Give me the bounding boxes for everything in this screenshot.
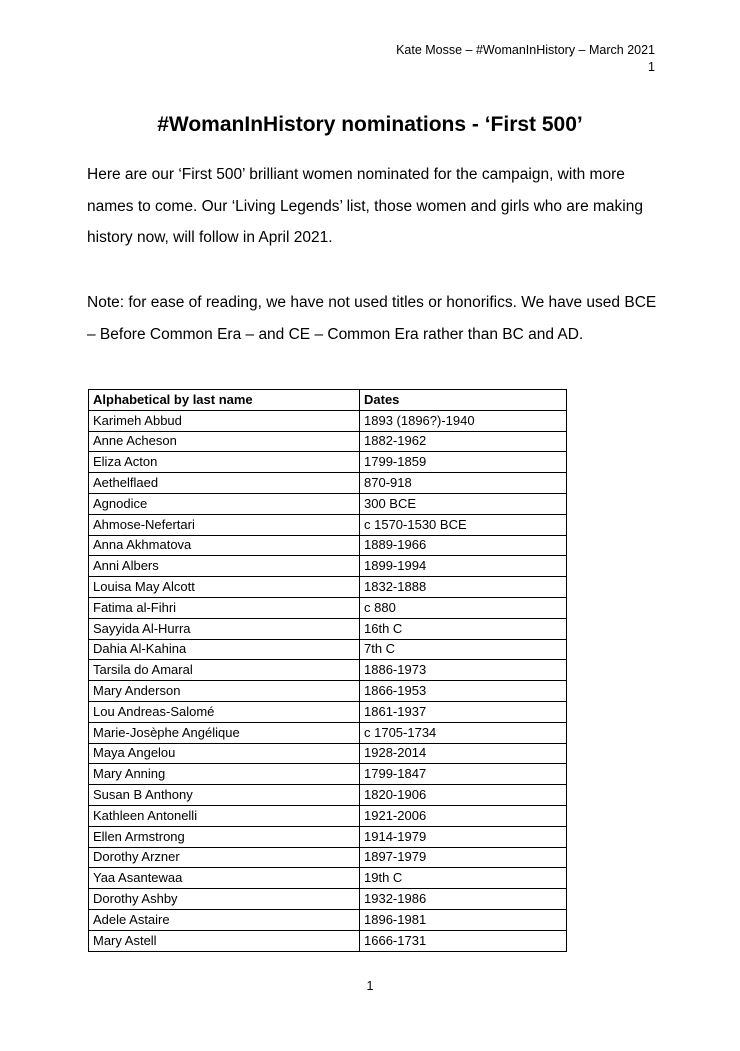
table-row xyxy=(89,805,567,826)
cell-dates: 1866-1953 xyxy=(360,681,567,702)
cell-name: Mary Anning xyxy=(89,764,360,785)
cell-dates: 870-918 xyxy=(360,473,567,494)
table-body xyxy=(89,410,567,951)
header-page-number: 1 xyxy=(648,60,655,74)
cell-name: Louisa May Alcott xyxy=(89,577,360,598)
cell-name: Fatima al-Fihri xyxy=(89,597,360,618)
cell-name: Mary Anderson xyxy=(89,681,360,702)
cell-name: Ellen Armstrong xyxy=(89,826,360,847)
cell-name: Lou Andreas-Salomé xyxy=(89,701,360,722)
cell-dates: 1921-2006 xyxy=(360,805,567,826)
cell-name: Yaa Asantewaa xyxy=(89,868,360,889)
cell-dates: 1666-1731 xyxy=(360,930,567,951)
cell-dates: c 1705-1734 xyxy=(360,722,567,743)
table-row xyxy=(89,410,567,431)
header-line: Kate Mosse – #WomanInHistory – March 2021 xyxy=(396,43,655,57)
cell-name: Dorothy Arzner xyxy=(89,847,360,868)
cell-dates: 16th C xyxy=(360,618,567,639)
cell-name: Sayyida Al-Hurra xyxy=(89,618,360,639)
cell-dates: 1893 (1896?)-1940 xyxy=(360,410,567,431)
table-row xyxy=(89,764,567,785)
table-row xyxy=(89,868,567,889)
cell-name: Susan B Anthony xyxy=(89,785,360,806)
cell-dates: 7th C xyxy=(360,639,567,660)
table-row xyxy=(89,889,567,910)
cell-name: Dahia Al-Kahina xyxy=(89,639,360,660)
column-header-dates: Dates xyxy=(360,390,567,411)
cell-name: Eliza Acton xyxy=(89,452,360,473)
cell-name: Anna Akhmatova xyxy=(89,535,360,556)
table-row xyxy=(89,847,567,868)
cell-dates: 1932-1986 xyxy=(360,889,567,910)
table-row xyxy=(89,639,567,660)
cell-dates: 1914-1979 xyxy=(360,826,567,847)
cell-dates: c 880 xyxy=(360,597,567,618)
table-header-row xyxy=(89,390,567,411)
nominations-table xyxy=(88,389,567,952)
cell-dates: 1820-1906 xyxy=(360,785,567,806)
table-row xyxy=(89,722,567,743)
cell-dates: 1899-1994 xyxy=(360,556,567,577)
cell-name: Marie-Josèphe Angélique xyxy=(89,722,360,743)
page-header xyxy=(396,42,655,76)
cell-name: Dorothy Ashby xyxy=(89,889,360,910)
table-row xyxy=(89,660,567,681)
cell-dates: 1832-1888 xyxy=(360,577,567,598)
cell-dates: 19th C xyxy=(360,868,567,889)
table-row xyxy=(89,493,567,514)
cell-dates: 1896-1981 xyxy=(360,909,567,930)
cell-name: Anni Albers xyxy=(89,556,360,577)
cell-dates: 1897-1979 xyxy=(360,847,567,868)
note-paragraph: Note: for ease of reading, we have not used titles or honorifics. We have used BCE – Before Common Era – and CE – Common Era rather than BC and AD. xyxy=(87,294,657,343)
column-header-name: Alphabetical by last name xyxy=(89,390,360,411)
cell-name: Mary Astell xyxy=(89,930,360,951)
page-footer xyxy=(0,979,740,993)
table-row xyxy=(89,452,567,473)
table-row xyxy=(89,597,567,618)
table-row xyxy=(89,535,567,556)
table-row xyxy=(89,473,567,494)
intro-paragraph: Here are our ‘First 500’ brilliant women nominated for the campaign, with more names to come. Our ‘Living Legends’ list, those women and girls who are making history now, will follow in April 2021. xyxy=(87,166,643,246)
cell-dates: 1928-2014 xyxy=(360,743,567,764)
cell-name: Ahmose-Nefertari xyxy=(89,514,360,535)
cell-dates: 1799-1859 xyxy=(360,452,567,473)
footer-page-number: 1 xyxy=(366,979,374,993)
cell-name: Tarsila do Amaral xyxy=(89,660,360,681)
cell-dates: 1861-1937 xyxy=(360,701,567,722)
cell-name: Adele Astaire xyxy=(89,909,360,930)
table-row xyxy=(89,743,567,764)
cell-name: Aethelflaed xyxy=(89,473,360,494)
table-row xyxy=(89,618,567,639)
table-row xyxy=(89,431,567,452)
table-row xyxy=(89,701,567,722)
table-row xyxy=(89,930,567,951)
table-row xyxy=(89,556,567,577)
cell-dates: 1889-1966 xyxy=(360,535,567,556)
table-row xyxy=(89,577,567,598)
cell-name: Anne Acheson xyxy=(89,431,360,452)
cell-dates: 1886-1973 xyxy=(360,660,567,681)
cell-name: Agnodice xyxy=(89,493,360,514)
cell-dates: 1882-1962 xyxy=(360,431,567,452)
cell-dates: 300 BCE xyxy=(360,493,567,514)
page-title: #WomanInHistory nominations - ‘First 500’ xyxy=(157,113,583,136)
table-row xyxy=(89,826,567,847)
cell-name: Maya Angelou xyxy=(89,743,360,764)
cell-name: Kathleen Antonelli xyxy=(89,805,360,826)
table-row xyxy=(89,681,567,702)
table-row xyxy=(89,514,567,535)
cell-dates: c 1570-1530 BCE xyxy=(360,514,567,535)
cell-dates: 1799-1847 xyxy=(360,764,567,785)
cell-name: Karimeh Abbud xyxy=(89,410,360,431)
table-row xyxy=(89,909,567,930)
table-row xyxy=(89,785,567,806)
